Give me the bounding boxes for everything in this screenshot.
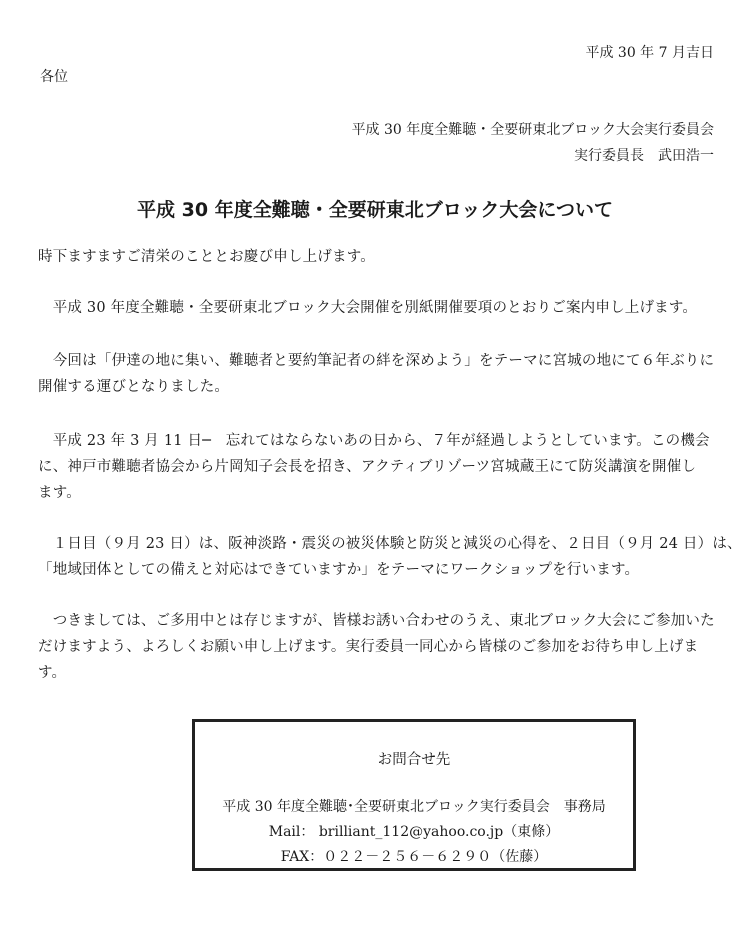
greeting-paragraph xyxy=(38,244,718,270)
sender-organization: 平成 30 年度全難聴・全要研東北ブロック大会実行委員会 xyxy=(351,122,714,138)
theme-paragraph xyxy=(38,348,718,400)
paragraph-line: つきましては、ご多用中とは存じますが、皆様お誘い合わせのうえ、東北ブロック大会にご参加いた xyxy=(38,613,715,629)
paragraph-line: す。 xyxy=(38,665,67,681)
announcement-paragraph xyxy=(38,295,718,321)
sender-name: 実行委員長 武田浩一 xyxy=(574,148,714,164)
addressee: 各位 xyxy=(40,69,68,85)
issue-date: 平成 30 年 7 月吉日 xyxy=(585,45,714,61)
paragraph-line: 開催する運びとなりました。 xyxy=(38,379,230,395)
schedule-paragraph xyxy=(38,531,742,583)
paragraph-line: に、神戸市難聴者協会から片岡知子会長を招き、アクティブリゾーツ宮城蔵王にて防災講演を開催し xyxy=(38,459,697,475)
contact-box xyxy=(192,719,636,871)
paragraph-line: ます。 xyxy=(38,485,81,501)
contact-email: Mail： brilliant_112@yahoo.co.jp（東條） xyxy=(268,824,560,840)
paragraph-line: 時下ますますご清栄のこととお慶び申し上げます。 xyxy=(38,249,375,265)
paragraph-line: 今回は「伊達の地に集い、難聴者と要約筆記者の絆を深めよう」をテーマに宮城の地にて６年ぶりに xyxy=(38,353,715,369)
paragraph-line: 「地域団体としての備えと対応はできていますか」をテーマにワークショップを行います。 xyxy=(38,562,640,578)
paragraph-line: 平成 30 年度全難聴・全要研東北ブロック大会開催を別紙開催要項のとおりご案内申し上げます。 xyxy=(38,300,698,316)
disaster-paragraph xyxy=(38,428,718,506)
paragraph-line: １日目（９月 23 日）は、阪神淡路・震災の被災体験と防災と減災の心得を、２日目（９月 24 日）は、 xyxy=(38,536,742,552)
paragraph-line: 平成 23 年 3 月 11 日─ 忘れてはならないあの日から、７年が経過しようとしています。この機会 xyxy=(38,433,710,449)
paragraph-line: だけますよう、よろしくお願い申し上げます。実行委員一同心から皆様のご参加をお待ち申し上げま xyxy=(38,639,699,655)
contact-organization: 平成 30 年度全難聴･全要研東北ブロック実行委員会 事務局 xyxy=(222,799,606,815)
contact-fax: FAX：０２２－２５６－６２９０（佐藤） xyxy=(280,849,548,865)
contact-heading: お問合せ先 xyxy=(377,752,451,768)
document-title: 平成 30 年度全難聴・全要研東北ブロック大会について xyxy=(137,199,613,221)
closing-paragraph xyxy=(38,608,718,686)
